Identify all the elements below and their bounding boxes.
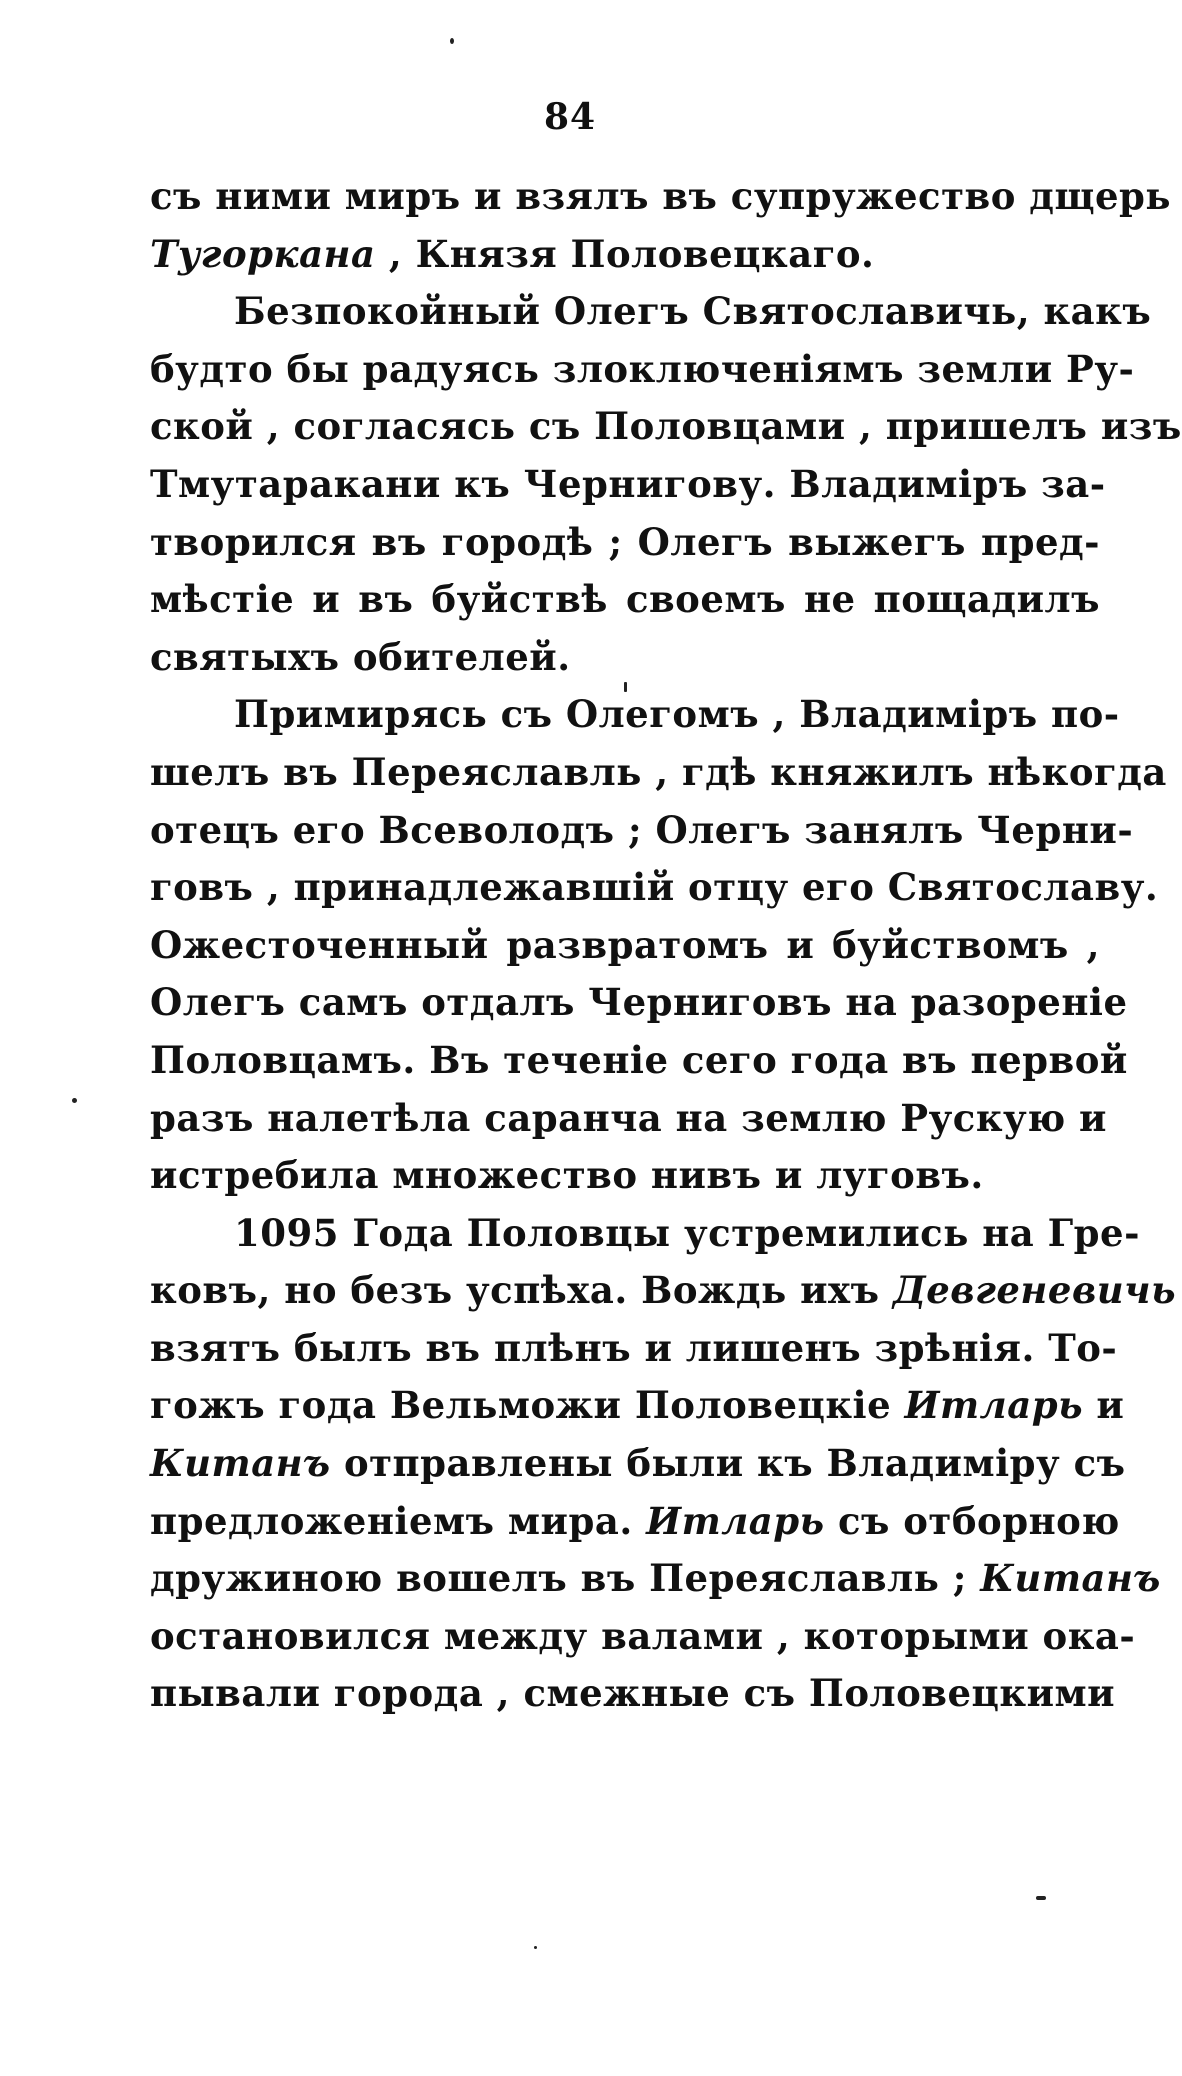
text-line — [150, 1550, 1161, 1608]
text-line — [150, 686, 1120, 744]
text-line — [150, 1665, 1116, 1723]
italic-name: Китанъ — [980, 1556, 1161, 1601]
text-line — [150, 341, 1135, 399]
text-run: предложеніемъ мира. — [150, 1498, 647, 1543]
text-line — [150, 1032, 1128, 1090]
text-run: отправлены были къ Владиміру съ — [330, 1441, 1126, 1486]
text-line — [150, 629, 1100, 687]
page-number: 84 — [543, 96, 597, 138]
text-run: отецъ его Всеволодъ ; Олегъ занялъ Черни- — [150, 807, 1134, 852]
text-line — [150, 1147, 1100, 1205]
text-run: дружиною вошелъ въ Переяславль ; — [150, 1556, 981, 1601]
italic-name: Итларь — [904, 1383, 1083, 1428]
text-line — [150, 859, 1159, 917]
text-line — [150, 1608, 1136, 1666]
italic-name: Китанъ — [150, 1441, 331, 1486]
scan-speck — [450, 38, 454, 44]
text-run: Примирясь съ Олегомъ , Владиміръ по- — [234, 692, 1120, 737]
text-line — [150, 398, 1182, 456]
italic-name: Итларь — [646, 1498, 825, 1543]
italic-name: Тугоркана — [150, 231, 376, 276]
text-run: , Князя Половецкаго. — [375, 231, 875, 276]
text-run: гожъ года Вельможи Половецкіе — [150, 1383, 905, 1428]
text-line — [150, 1435, 1126, 1493]
text-run: шелъ въ Переяславль , гдѣ княжилъ нѣкогда — [150, 749, 1167, 794]
scan-speck — [534, 1946, 537, 1949]
text-line — [150, 917, 1100, 975]
text-run: и — [1082, 1383, 1125, 1428]
text-run: Тмутаракани къ Чернигову. Владиміръ за- — [150, 461, 1106, 506]
text-line — [150, 514, 1100, 572]
text-run: мѣстіе и въ буйствѣ своемъ не пощадилъ — [150, 577, 1100, 622]
text-run: Ожесточенный развратомъ и буйствомъ , — [150, 922, 1100, 967]
text-run: остановился между валами , которыми ока- — [150, 1613, 1136, 1658]
text-run: истребила множество нивъ и луговъ. — [150, 1153, 984, 1198]
text-line — [150, 1320, 1118, 1378]
text-run: взятъ былъ въ плѣнъ и лишенъ зрѣнія. То- — [150, 1325, 1118, 1370]
text-line — [150, 571, 1100, 629]
text-run: разъ налетѣла саранча на землю Рускую и — [150, 1095, 1108, 1140]
text-run: пывали города , смежные съ Половецкими — [150, 1671, 1116, 1716]
scan-speck — [1036, 1896, 1046, 1900]
text-line — [150, 226, 1100, 284]
text-line — [150, 1205, 1140, 1263]
text-line — [150, 1377, 1125, 1435]
text-run: говъ , принадлежавшій отцу его Святославу. — [150, 865, 1159, 910]
text-run: ковъ, но безъ успѣха. Вождь ихъ — [150, 1268, 893, 1313]
text-run: творился въ городѣ ; Олегъ выжегъ пред- — [150, 519, 1100, 564]
text-line — [150, 1493, 1120, 1551]
text-line — [150, 283, 1152, 341]
text-run: 1095 Года Половцы устремились на Гре- — [234, 1210, 1140, 1255]
text-line — [150, 974, 1128, 1032]
italic-name: Девгеневичь — [892, 1268, 1177, 1313]
text-run: ской , согласясь съ Половцами , пришелъ изъ — [150, 404, 1182, 449]
text-run: съ отборною — [824, 1498, 1120, 1543]
text-run: съ ними миръ и взялъ въ супружество дщерь — [150, 174, 1171, 218]
scan-speck — [624, 682, 627, 692]
text-line — [150, 744, 1167, 802]
text-run: Половцамъ. Въ теченіе сего года въ первой — [150, 1037, 1128, 1082]
text-run: Олегъ самъ отдалъ Черниговъ на разореніе — [150, 980, 1128, 1025]
text-line — [150, 168, 1171, 226]
body-text — [150, 168, 1182, 1723]
text-run: Безпокойный Олегъ Святославичь, какъ — [234, 289, 1152, 334]
text-line — [150, 456, 1106, 514]
text-line — [150, 1090, 1108, 1148]
text-line — [150, 1262, 1177, 1320]
scan-speck — [72, 1098, 77, 1103]
text-line — [150, 802, 1134, 860]
text-run: будто бы радуясь злоключеніямъ земли Ру- — [150, 346, 1135, 391]
text-run: святыхъ обителей. — [150, 634, 571, 679]
